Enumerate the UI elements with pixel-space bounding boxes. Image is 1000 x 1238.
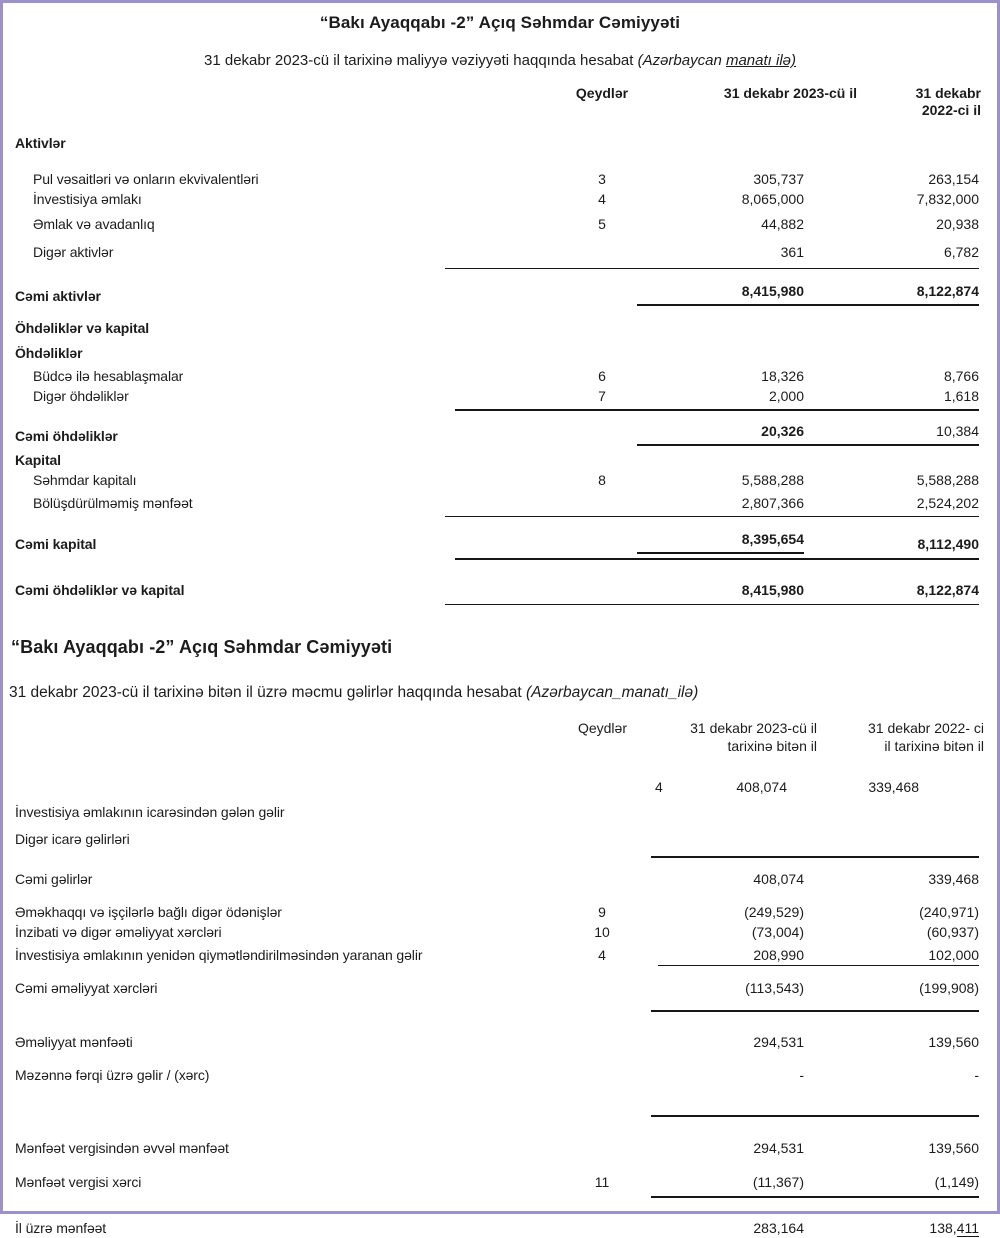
value-2023: 283,164 [753, 1220, 804, 1236]
row-label: Cəmi əməliyyat xərcləri [15, 980, 158, 996]
value-2023: - [799, 1067, 804, 1083]
note-ref: 7 [598, 388, 606, 404]
row-label: İl üzrə mənfəət [15, 1220, 107, 1236]
row-label: Əməliyyat mənfəəti [15, 1034, 133, 1050]
income-statement [3, 637, 997, 1238]
section-heading-row [3, 343, 997, 363]
separator-line [651, 1196, 979, 1198]
separator-line [658, 965, 979, 966]
table-row [3, 133, 997, 153]
statement-subtitle [3, 684, 997, 702]
column-headers [3, 719, 997, 755]
value-2022: 339,468 [868, 779, 919, 795]
row-label: Cəmi gəlirlər [15, 871, 93, 887]
section-heading-row [3, 318, 997, 338]
row-label: Digər öhdəliklər [33, 388, 129, 404]
value-2023: 8,065,000 [741, 191, 804, 207]
value-2023: 8,415,980 [637, 281, 804, 306]
table-row [3, 1065, 997, 1085]
value-2022: 8,122,874 [804, 281, 979, 306]
value-2023: 294,531 [753, 1034, 804, 1050]
value-2022: 102,000 [928, 947, 979, 963]
row-label: Öhdəliklər və kapital [15, 320, 150, 336]
separator-line [445, 604, 979, 605]
document [3, 3, 997, 1236]
row-label: Bölüşdürülməmiş mənfəət [33, 495, 193, 511]
table-row [3, 1172, 997, 1192]
value-2022: 5,588,288 [916, 472, 979, 488]
total-row [3, 580, 997, 600]
table-row [3, 777, 997, 797]
total-row [3, 978, 997, 998]
total-row [3, 1138, 997, 1158]
value-2022: 6,782 [943, 244, 979, 260]
column-headers [3, 85, 997, 119]
row-label: İnvestisiya əmlakının icarəsindən gələn gəlir [15, 804, 285, 820]
value-2022: 8,112,490 [917, 536, 979, 552]
value-2023: (249,529) [744, 904, 804, 920]
total-row [3, 421, 997, 446]
table-row [3, 242, 997, 262]
value-2022: 20,938 [936, 216, 979, 232]
note-ref: 4 [655, 779, 663, 795]
row-label: İnvestisiya əmlakının yenidən qiymətləndirilməsindən yaranan gəlir [15, 947, 423, 963]
note-ref: 8 [598, 472, 606, 488]
value-2022: (240,971) [919, 904, 979, 920]
header-2023: 31 dekabr 2023-cü il [723, 85, 857, 101]
note-ref: 4 [598, 947, 606, 963]
header-2022: 31 dekabr 2022- ci il tarixinə bitən il [868, 720, 984, 754]
row-label: Əmlak və avadanlıq [33, 216, 155, 232]
table-row [3, 802, 997, 822]
table-row [3, 214, 997, 234]
value-2022: (199,908) [919, 980, 979, 996]
row-label: Mənfəət vergisi xərci [15, 1174, 142, 1190]
header-notes: Qeydlər [577, 720, 627, 736]
row-label: Digər aktivlər [33, 244, 114, 260]
row-label: Məzənnə fərqi üzrə gəlir / (xərc) [15, 1067, 210, 1083]
balance-sheet [3, 13, 997, 605]
row-label: Səhmdar kapitalı [33, 472, 137, 488]
value-2022: 339,468 [928, 871, 979, 887]
value-2023: 408,074 [736, 779, 787, 795]
row-label: Büdcə ilə hesablaşmalar [33, 368, 184, 384]
value-2023: 305,737 [753, 171, 804, 187]
table-row [3, 829, 997, 849]
value-2022: 138,411 [929, 1220, 979, 1236]
value-2022: 2,524,202 [916, 495, 979, 511]
table-row [3, 386, 997, 406]
value-2022: 139,560 [928, 1140, 979, 1156]
table-row [3, 470, 997, 490]
table-row [3, 902, 997, 922]
row-label: Mənfəət vergisindən əvvəl mənfəət [15, 1140, 229, 1156]
separator-line [445, 268, 979, 269]
separator-line [651, 1010, 979, 1012]
value-2022: 8,122,874 [916, 582, 979, 598]
value-2022: - [974, 1067, 979, 1083]
note-ref: 5 [598, 216, 606, 232]
subtitle-currency-note: (Azərbaycan [637, 52, 726, 69]
value-2023: 18,326 [761, 368, 804, 384]
table-row [3, 922, 997, 942]
value-2022: 10,384 [804, 421, 979, 446]
partially-underlined-value: 411 [956, 1220, 979, 1236]
note-ref: 3 [598, 171, 606, 187]
table-row [3, 493, 997, 513]
statement-title: “Bakı Ayaqqabı -2” Açıq Səhmdar Cəmiyyəti [11, 637, 393, 657]
row-label: Cəmi öhdəliklər [15, 428, 118, 444]
subtitle-currency-note: (Azərbaycan_manatı_ilə) [525, 684, 699, 701]
row-label: Pul vəsaitləri və onların ekvivalentləri [33, 171, 259, 187]
value-2023: 294,531 [753, 1140, 804, 1156]
section-heading-row [3, 450, 997, 470]
row-label: Kapital [15, 452, 61, 468]
table-row [3, 366, 997, 386]
table-row [3, 945, 997, 965]
value-2023: 8,415,980 [741, 582, 804, 598]
value-2023: 2,807,366 [741, 495, 804, 511]
row-label: Əməkhaqqı və işçilərlə bağlı digər ödənişlər [15, 904, 282, 920]
separator-line [455, 409, 979, 411]
total-row [3, 281, 997, 306]
separator-line [445, 516, 979, 517]
header-notes: Qeydlər [575, 85, 629, 101]
value-2023: 408,074 [753, 871, 804, 887]
total-row [3, 1032, 997, 1052]
subtitle-text: 31 dekabr 2023-cü il tarixinə maliyyə vəziyyəti haqqında hesabat [204, 52, 638, 69]
note-ref: 11 [594, 1174, 610, 1190]
value-2023: 8,395,654 [637, 529, 804, 554]
value-2022: 1,618 [943, 388, 979, 404]
total-row [3, 869, 997, 889]
note-ref: 9 [598, 904, 606, 920]
value-2022: (60,937) [926, 924, 979, 940]
table-row [3, 169, 997, 189]
subtitle-currency-note-underlined: manatı ilə) [725, 52, 796, 69]
note-ref: 6 [598, 368, 606, 384]
value-2023: 361 [780, 244, 804, 260]
header-2023: 31 dekabr 2023-cü il tarixinə bitən il [690, 720, 817, 754]
value-2023: (11,367) [752, 1174, 804, 1190]
row-label: Digər icarə gəlirləri [15, 831, 130, 847]
value-2023: (73,004) [751, 924, 804, 940]
row-label: İnvestisiya əmlakı [33, 191, 142, 207]
total-row [3, 529, 997, 554]
statement-subtitle [3, 52, 997, 69]
value-2023: 5,588,288 [741, 472, 804, 488]
separator-line [651, 1115, 979, 1117]
table-row [3, 189, 997, 209]
separator-line [455, 558, 979, 560]
header-2022: 31 dekabr 2022-ci il [915, 85, 981, 118]
value-2022: (1,149) [934, 1174, 979, 1190]
value-2022: 263,154 [928, 171, 979, 187]
value-2022: 8,766 [943, 368, 979, 384]
row-label: İnzibati və digər əməliyyat xərcləri [15, 924, 222, 940]
row-label: Aktivlər [15, 135, 66, 151]
statement-title: “Bakı Ayaqqabı -2” Açıq Səhmdar Cəmiyyəti [319, 13, 681, 32]
row-label: Cəmi kapital [15, 536, 97, 552]
note-ref: 4 [598, 191, 606, 207]
value-2023: 2,000 [768, 388, 804, 404]
row-label: Öhdəliklər [15, 345, 83, 361]
note-ref: 10 [594, 924, 610, 940]
row-label: Cəmi aktivlər [15, 288, 101, 304]
total-row [3, 1218, 997, 1238]
value-2022: 7,832,000 [916, 191, 979, 207]
row-label: Cəmi öhdəliklər və kapital [15, 582, 185, 598]
value-2022: 139,560 [928, 1034, 979, 1050]
separator-line [651, 856, 979, 858]
value-2023: 20,326 [637, 421, 804, 446]
value-2023: 208,990 [753, 947, 804, 963]
value-2023: 44,882 [761, 216, 804, 232]
subtitle-text: 31 dekabr 2023-cü il tarixinə bitən il üzrə məcmu gəlirlər haqqında hesabat [9, 684, 526, 701]
value-2023: (113,543) [745, 980, 804, 996]
